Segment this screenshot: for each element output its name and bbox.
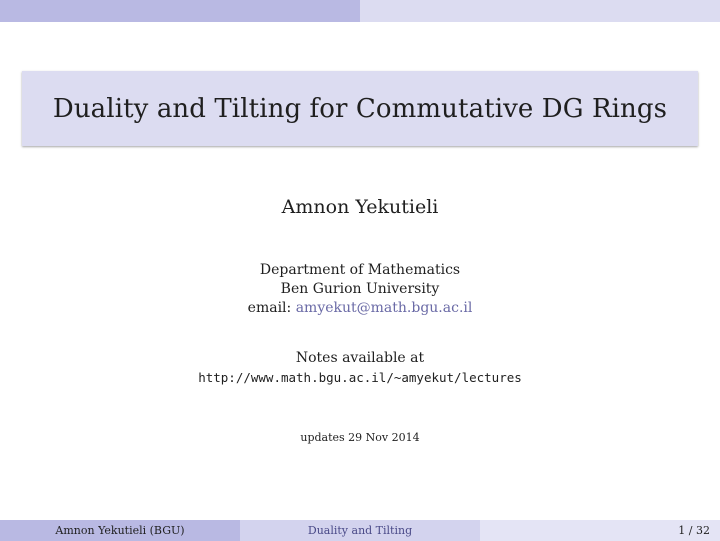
footer-bar (0, 520, 720, 541)
email-label: email: (247, 300, 292, 316)
header-bar-left (0, 0, 360, 22)
department: Department of Mathematics (259, 262, 461, 278)
footer-author: Amnon Yekutieli (BGU) (0, 520, 240, 541)
header-bar-right (360, 0, 720, 22)
affiliation-block (0, 261, 720, 318)
email-link[interactable]: amyekut@math.bgu.ac.il (295, 300, 473, 316)
notes-block (0, 348, 720, 388)
title-box (22, 71, 698, 146)
header-bar (0, 0, 720, 22)
notes-label: Notes available at (295, 350, 425, 366)
page-number: 1 / 32 (480, 520, 720, 541)
email-line (0, 299, 720, 318)
university: Ben Gurion University (280, 281, 440, 297)
author-name: Amnon Yekutieli (281, 196, 439, 218)
slide-title: Duality and Tilting for Commutative DG Rings (52, 93, 668, 124)
notes-url[interactable]: http://www.math.bgu.ac.il/~amyekut/lectures (198, 370, 522, 385)
footer-title: Duality and Tilting (240, 520, 480, 541)
update-date: updates 29 Nov 2014 (300, 431, 420, 444)
